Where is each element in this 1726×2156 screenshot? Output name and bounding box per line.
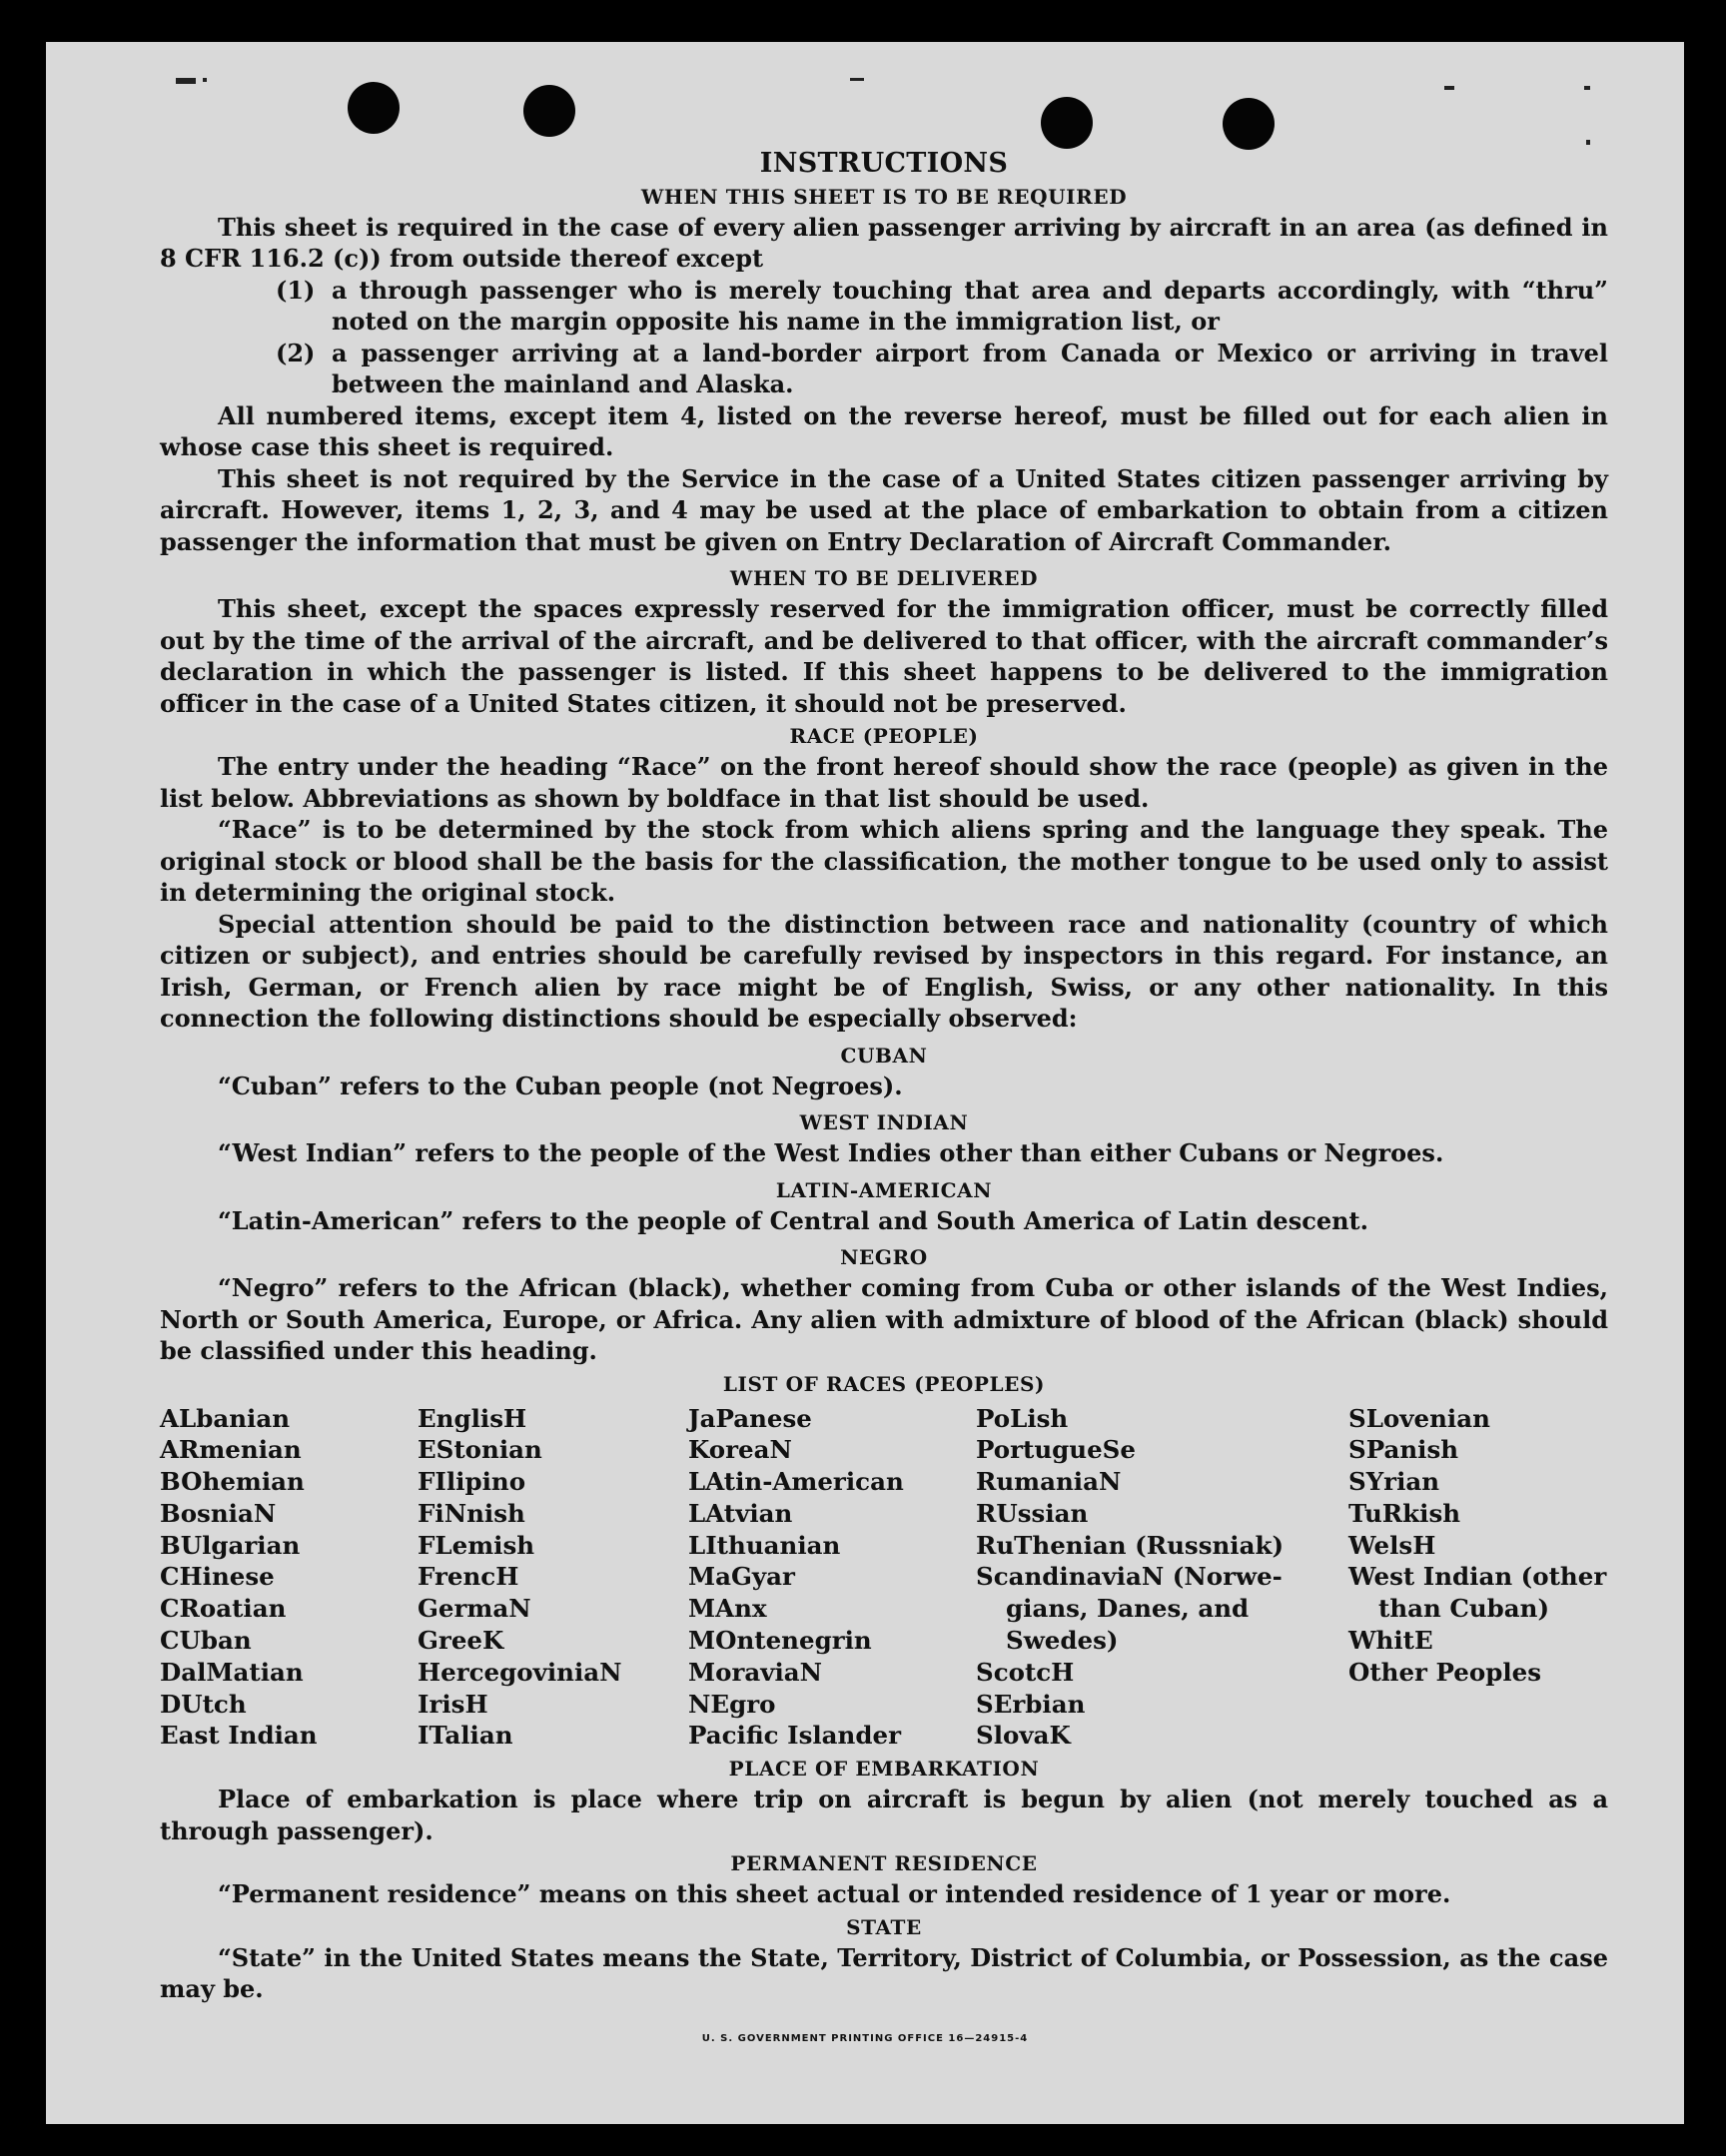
race-item: FrencH (418, 1562, 519, 1592)
section-heading: RACE (PEOPLE) (789, 724, 979, 748)
race-item: NEgro (688, 1689, 776, 1719)
race-item: BosniaN (160, 1498, 277, 1528)
paragraph: Special attention should be paid to the distinction between race and nationality (country of which citizen or subject), and entries should be carefully revised by inspectors in this regard. For instance, an Irish, German, or French alien by race might be of English, Swiss, or any other nationality. In this connection the following distinctions should be especially observed: (160, 909, 1608, 1033)
paragraph: “Negro” refers to the African (black), whether coming from Cuba or other islands of the West Indies, North or South America, Europe, or Africa. Any alien with admixture of blood of the African (black) should be classified under this heading. (160, 1273, 1608, 1365)
race-item: WhitE (1348, 1626, 1433, 1656)
paragraph: “West Indian” refers to the people of the West Indies other than either Cubans or Negroes. (218, 1138, 1444, 1167)
race-item: FIlipino (418, 1467, 526, 1497)
race-item: ScandinaviaN (Norwe- (976, 1562, 1283, 1592)
race-item: BUlgarian (160, 1530, 301, 1560)
paragraph: This sheet is not required by the Service in the case of a United States citizen passenger arriving by aircraft. However, items 1, 2, 3, and 4 may be used at the place of embarkation to obtain from a citizen passenger the information that must be given on Entry Declaration of Aircraft Commander. (160, 463, 1608, 556)
race-item: SPanish (1348, 1435, 1459, 1465)
paragraph: This sheet, except the spaces expressly reserved for the immigration officer, must be correctly filled out by the time of the arrival of the aircraft, and be delivered to that officer, with the aircraft commander’s declaration in which the passenger is listed. If this sheet happens to be delivered to the immigration officer in the case of a United States citizen, it should not be preserved. (160, 594, 1608, 718)
race-item: RUssian (976, 1498, 1089, 1528)
race-item: CHinese (160, 1562, 275, 1592)
race-item: EnglisH (418, 1403, 527, 1433)
section-heading: LIST OF RACES (PEOPLES) (722, 1371, 1046, 1396)
section-heading: PERMANENT RESIDENCE (730, 1851, 1038, 1876)
race-item: BOhemian (160, 1467, 305, 1497)
section-heading: WHEN THIS SHEET IS TO BE REQUIRED (640, 184, 1128, 209)
race-item: DalMatian (160, 1657, 304, 1687)
item-number: (2) (276, 338, 316, 367)
race-item: SLovenian (1348, 1403, 1490, 1433)
item-text: a through passenger who is merely touching that area and departs accordingly, with “thru” noted on the margin opposite his name in the immigration list, or (332, 275, 1608, 336)
race-item: Pacific Islander (688, 1721, 901, 1751)
race-item: Swedes) (1006, 1626, 1119, 1656)
race-item: gians, Danes, and (1006, 1594, 1250, 1624)
race-item: FiNnish (418, 1498, 525, 1528)
numbered-item (276, 275, 1608, 338)
section-heading: NEGRO (840, 1245, 928, 1269)
race-item: ITalian (418, 1721, 513, 1751)
ink-speck (1584, 86, 1590, 90)
race-item: West Indian (other (1348, 1562, 1607, 1592)
race-item: FLemish (418, 1530, 535, 1560)
race-item: PortugueSe (976, 1435, 1136, 1465)
race-item: MaGyar (688, 1562, 795, 1592)
race-item: KoreaN (688, 1435, 792, 1465)
race-item: TuRkish (1348, 1498, 1461, 1528)
section-heading: LATIN-AMERICAN (775, 1177, 993, 1202)
race-item: East Indian (160, 1721, 318, 1751)
ink-speck (203, 78, 207, 82)
section-heading: WHEN TO BE DELIVERED (729, 566, 1039, 590)
paragraph: “Latin-American” refers to the people of Central and South America of Latin descent. (218, 1205, 1368, 1235)
paragraph: Place of embarkation is place where trip on aircraft is begun by alien (not merely touched as a through passenger). (160, 1785, 1608, 1845)
ink-speck (1586, 140, 1590, 145)
race-list (160, 1403, 1608, 1753)
punch-hole (1223, 98, 1275, 150)
race-item: ALbanian (160, 1403, 291, 1433)
numbered-item (276, 338, 1608, 400)
race-item: than Cuban) (1378, 1594, 1550, 1624)
race-item: ARmenian (160, 1435, 302, 1465)
race-item: IrisH (418, 1689, 488, 1719)
item-number: (1) (276, 275, 316, 305)
race-item: LIthuanian (688, 1530, 841, 1560)
race-item: DUtch (160, 1689, 247, 1719)
race-item: SErbian (976, 1689, 1086, 1719)
instructions-content (160, 148, 1608, 2005)
race-item: CRoatian (160, 1594, 287, 1624)
paragraph: “Race” is to be determined by the stock from which aliens spring and the language they speak. The original stock or blood shall be the basis for the classification, the mother tongue to be used only to assist in determining the original stock. (160, 815, 1608, 907)
printer-imprint: U. S. GOVERNMENT PRINTING OFFICE 16—24915-4 (701, 2033, 1029, 2044)
paragraph: All numbered items, except item 4, listed on the reverse hereof, must be filled out for each alien in whose case this sheet is required. (160, 400, 1608, 461)
race-item: RuThenian (Russniak) (976, 1530, 1285, 1560)
race-item: Other Peoples (1348, 1657, 1542, 1687)
race-item: HercegoviniaN (418, 1657, 622, 1687)
paragraph: “State” in the United States means the State, Territory, District of Columbia, or Possession, as the case may be. (160, 1942, 1608, 2004)
paragraph: “Cuban” refers to the Cuban people (not Negroes). (218, 1071, 903, 1100)
document-sheet (46, 42, 1684, 2124)
punch-hole (523, 85, 575, 137)
paragraph: “Permanent residence” means on this sheet actual or intended residence of 1 year or more. (218, 1879, 1451, 1909)
ink-speck (850, 78, 864, 81)
race-item: GreeK (418, 1626, 504, 1656)
paragraph: The entry under the heading “Race” on the front hereof should show the race (people) as given in the list below. Abbreviations as shown by boldface in that list should be used. (160, 752, 1608, 813)
race-item: MoraviaN (688, 1657, 823, 1687)
race-item: CUban (160, 1626, 252, 1656)
paragraph: This sheet is required in the case of every alien passenger arriving by aircraft in an area (as defined in 8 CFR 116.2 (c)) from outside thereof except (160, 212, 1608, 273)
ink-speck (1444, 86, 1454, 90)
race-column (976, 1403, 1348, 1753)
race-column (418, 1403, 688, 1753)
section-heading: CUBAN (840, 1043, 928, 1068)
race-column (1348, 1403, 1608, 1753)
race-item: RumaniaN (976, 1467, 1122, 1497)
race-item: EStonian (418, 1435, 542, 1465)
race-item: SYrian (1348, 1467, 1440, 1497)
race-item: MAnx (688, 1594, 767, 1624)
punch-hole (1041, 97, 1093, 149)
race-column (160, 1403, 418, 1753)
race-item: MOntenegrin (688, 1626, 872, 1656)
race-item: SlovaK (976, 1721, 1071, 1751)
section-heading: WEST INDIAN (799, 1110, 969, 1134)
page-title: INSTRUCTIONS (759, 148, 1009, 179)
race-item: ScotcH (976, 1657, 1075, 1687)
race-item: LAtvian (688, 1498, 793, 1528)
ink-speck (176, 78, 196, 84)
race-item: PoLish (976, 1403, 1069, 1433)
race-item: LAtin-American (688, 1467, 904, 1497)
section-heading: STATE (846, 1914, 922, 1939)
section-heading: PLACE OF EMBARKATION (728, 1757, 1040, 1782)
punch-hole (348, 82, 400, 134)
race-item: GermaN (418, 1594, 531, 1624)
race-item: WelsH (1348, 1530, 1436, 1560)
race-item: JaPanese (688, 1403, 812, 1433)
item-text: a passenger arriving at a land-border airport from Canada or Mexico or arriving in travel between the mainland and Alaska. (332, 338, 1608, 398)
race-column (688, 1403, 976, 1753)
